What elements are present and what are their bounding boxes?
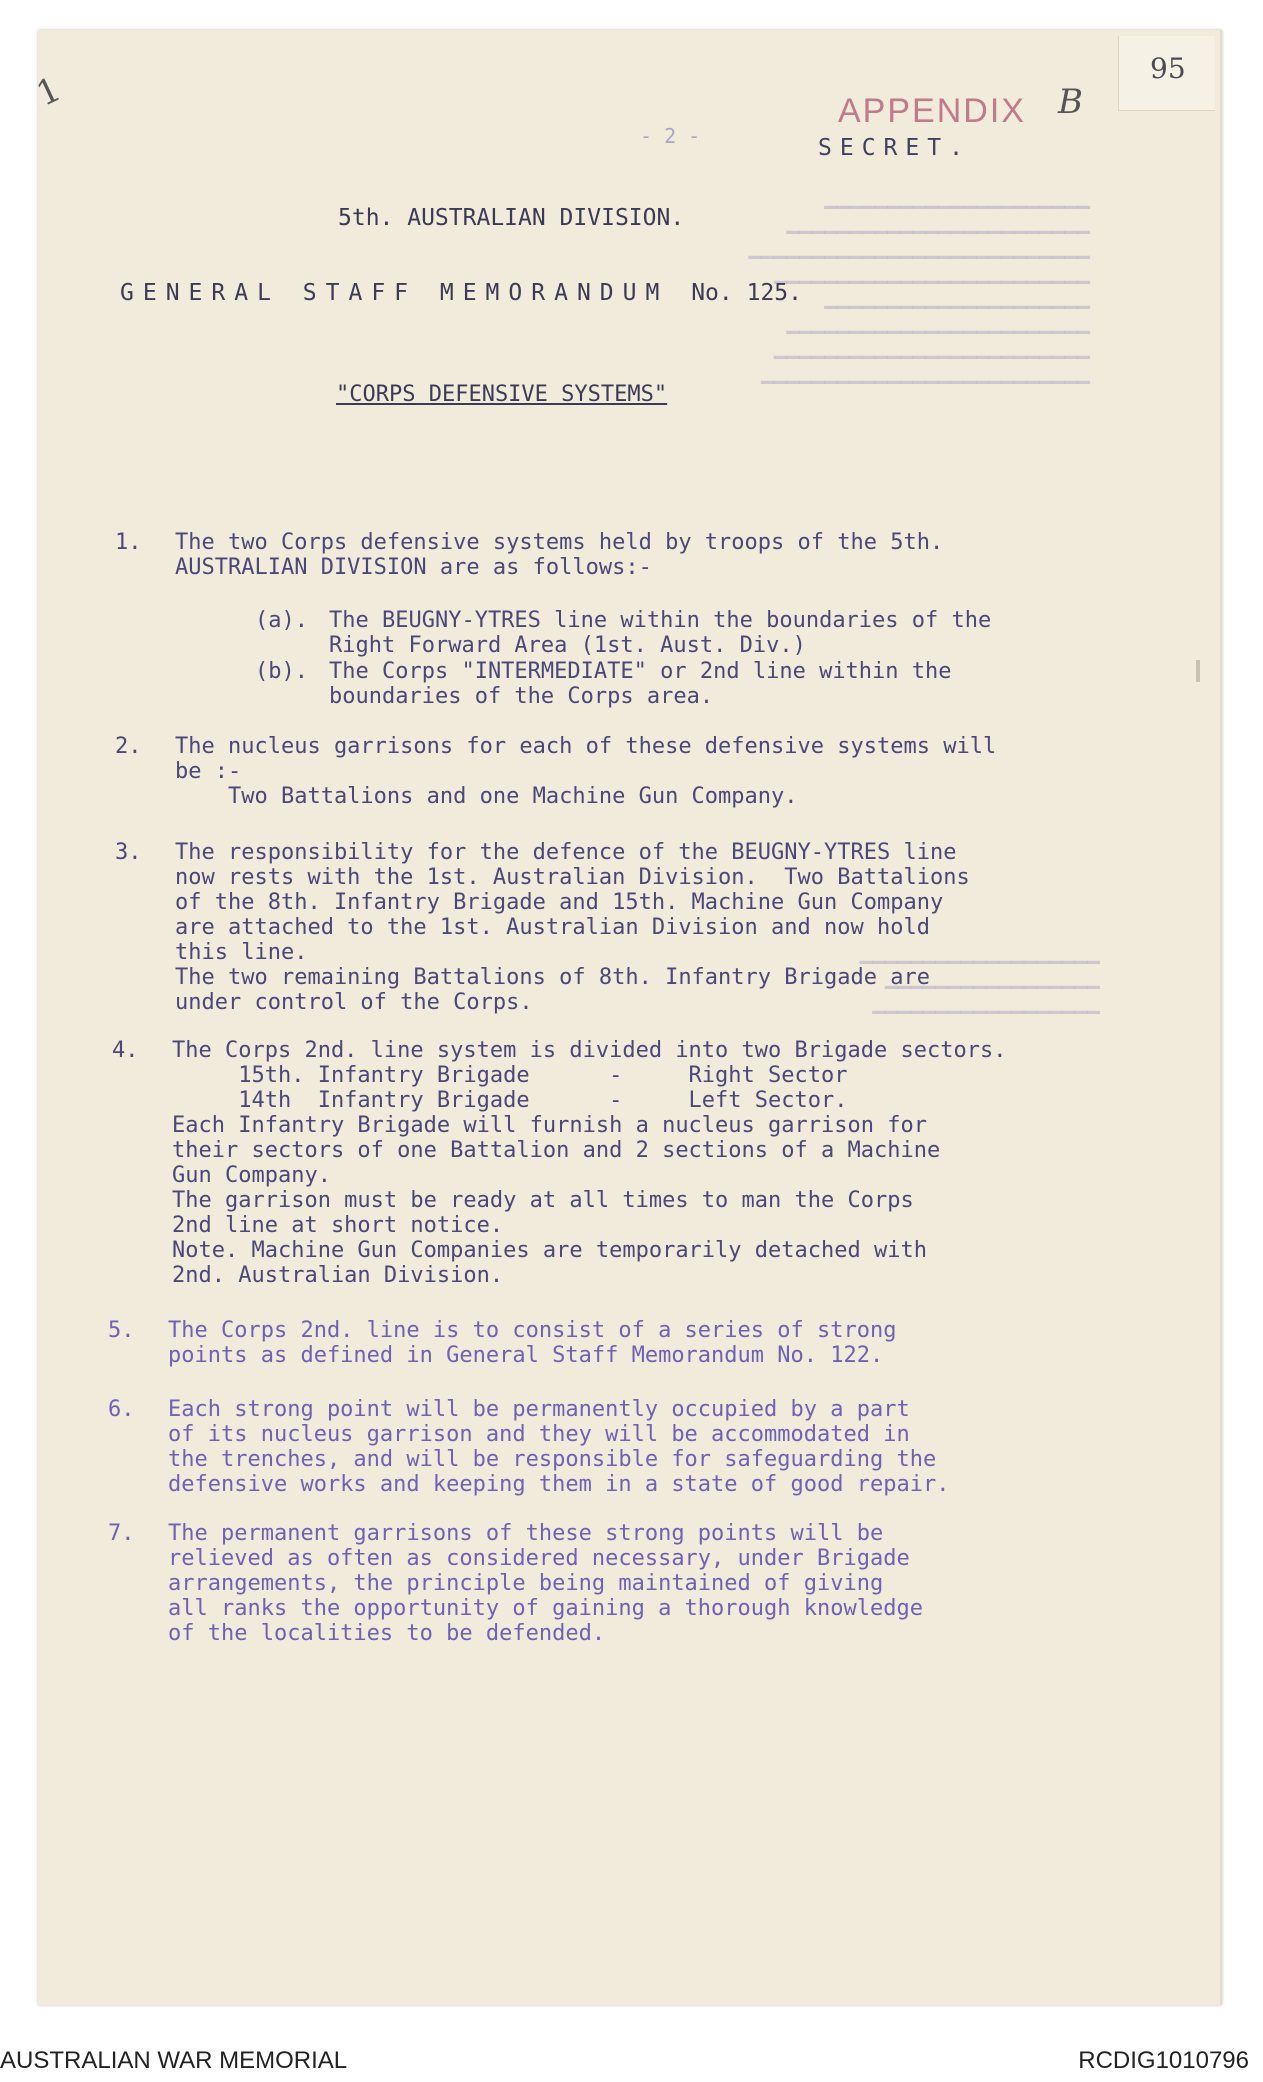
paragraph-text: The Corps 2nd. line system is divided into two Brigade sectors. 15th. Infantry Brigade - Right Sector 14th Infantry Brigade - Left Sector. Each Infantry Brigade will furnish a nucleus garrison for their sectors of one Battalion and 2 sections of a Machine Gun Company. The garrison must be ready at all times to man the Corps 2nd line at short notice. Note. Machine Gun Companies are temporarily detached with 2nd. Australian Division. (172, 1038, 1007, 1288)
paragraph-text: The permanent garrisons of these strong points will be relieved as often as considered necessary, under Brigade arrangements, the principle being maintained of giving all ranks the opportunity of gaining a thorough knowledge of the localities to be defended. (168, 1521, 923, 1646)
appendix-letter: B (1058, 82, 1083, 122)
paragraph-number: 2. (115, 734, 142, 759)
memo-number: No. 125. (691, 280, 802, 306)
paragraph-text: The BEUGNY-YTRES line within the boundaries of the Right Forward Area (1st. Aust. Div.) (329, 608, 992, 658)
footer-id: RCDIG1010796 (1078, 2047, 1249, 2074)
paragraph-7 (108, 1521, 923, 1646)
paragraph-number: 4. (112, 1038, 139, 1063)
memo-subject: "CORPS DEFENSIVE SYSTEMS" (336, 382, 668, 407)
paragraph-number: 5. (108, 1318, 135, 1343)
paragraph-text: Each strong point will be permanently occupied by a part of its nucleus garrison and they will be accommodated in the trenches, and will be responsible for safeguarding the defensive works and keeping them in a state of good repair. (168, 1397, 950, 1497)
paragraph-text: The Corps 2nd. line is to consist of a series of strong points as defined in General Staff Memorandum No. 122. (168, 1318, 897, 1368)
memo-heading: GENERAL STAFF MEMORANDUM (120, 280, 669, 306)
paragraph-number: (b). (255, 659, 308, 684)
paragraph-number: 7. (108, 1521, 135, 1546)
margin-mark: 1 (30, 69, 68, 115)
paragraph-text: The Corps "INTERMEDIATE" or 2nd line within the boundaries of the Corps area. (329, 659, 952, 709)
paragraph-5 (108, 1318, 896, 1368)
paragraph-1b (255, 659, 952, 709)
footer-source: AUSTRALIAN WAR MEMORIAL (0, 2047, 348, 2074)
paragraph-number: 3. (115, 840, 142, 865)
paragraph-text: The two Corps defensive systems held by troops of the 5th. AUSTRALIAN DIVISION are as follows:- (175, 530, 944, 580)
page-number: 95 (1150, 52, 1186, 85)
bleed-through-top: ▁▁▁▁▁▁▁▁▁▁▁▁▁▁▁▁▁▁▁▁▁▁▁▁▁▁ ▁▁▁▁▁▁▁▁▁▁▁▁▁▁▁▁▁▁▁▁▁▁▁▁▁ ▁▁▁▁▁▁▁▁▁▁▁▁▁▁▁▁▁▁▁▁▁▁▁▁ ▁▁▁▁▁▁▁▁▁▁▁▁▁▁▁▁▁▁▁▁▁ ▁▁▁▁▁▁▁▁▁▁▁▁▁▁▁▁▁▁▁▁▁▁▁▁▁ ▁▁▁▁▁▁▁▁▁▁▁▁▁▁▁▁▁▁▁▁▁▁▁▁▁▁▁ ▁▁▁▁▁▁▁▁▁▁▁▁▁▁▁▁▁▁▁▁▁▁▁▁ ▁▁▁▁▁▁▁▁▁▁▁▁▁▁▁▁▁▁▁▁▁ (748, 206, 1090, 405)
paragraph-1a (255, 608, 991, 658)
paragraph-text: The nucleus garrisons for each of these defensive systems will be :- Two Battalions and one Machine Gun Company. (175, 734, 997, 809)
binding-mark (1196, 660, 1200, 682)
paragraph-4 (112, 1038, 1006, 1288)
paragraph-number: 1. (115, 530, 142, 555)
division-heading: 5th. AUSTRALIAN DIVISION. (338, 205, 685, 231)
paragraph-text: The responsibility for the defence of the BEUGNY-YTRES line now rests with the 1st. Australian Division. Two Battalions of the 8th. Infantry Brigade and 15th. Machine Gun Company are attached to the 1st. Australian Division and now hold this line. The two remaining Battalions of 8th. Infantry Brigade are under control of the Corps. (175, 840, 970, 1015)
paragraph-number: (a). (255, 608, 308, 633)
bleed-through-middle: ▁▁▁▁▁▁▁▁▁▁▁▁▁▁▁▁▁▁ ▁▁▁▁▁▁▁▁▁▁▁▁▁▁▁▁▁ ▁▁▁▁▁▁▁▁▁▁▁▁▁▁▁▁▁▁▁ (859, 961, 1100, 1035)
paragraph-3 (115, 840, 970, 1015)
appendix-stamp: APPENDIX (838, 92, 1026, 130)
document-page (38, 30, 1222, 2005)
memo-title (120, 280, 802, 306)
paragraph-6 (108, 1397, 949, 1497)
paragraph-1 (115, 530, 943, 580)
paragraph-2 (115, 734, 996, 809)
paragraph-number: 6. (108, 1397, 135, 1422)
classification-mark: SECRET. (818, 135, 971, 161)
page-marker: - 2 - (640, 124, 701, 148)
